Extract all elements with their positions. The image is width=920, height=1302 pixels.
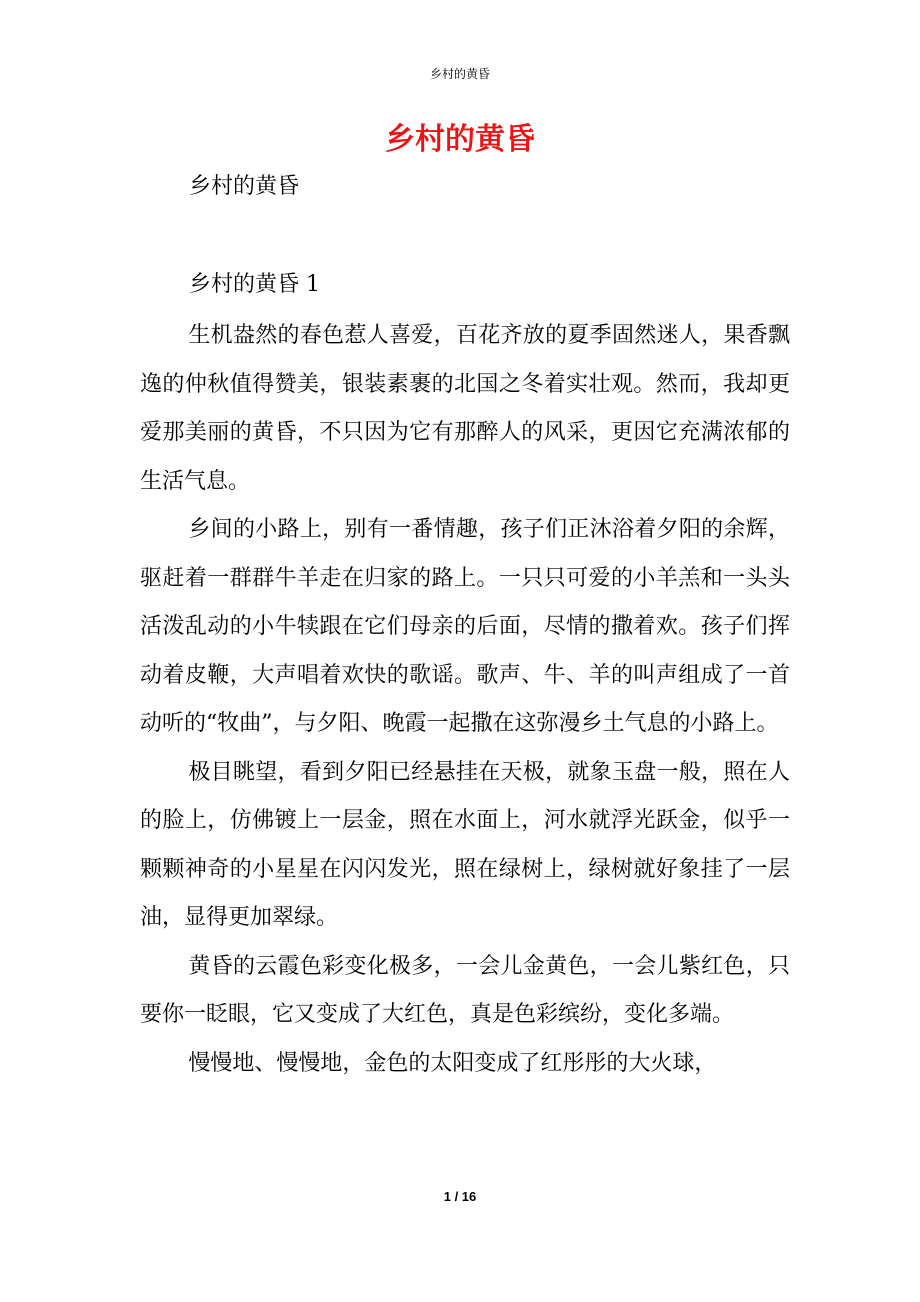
section-heading: 乡村的黄昏 1 [189, 272, 320, 297]
page-number: 1 / 16 [443, 1189, 477, 1204]
body-text [140, 312, 790, 1088]
paragraph: 乡间的小路上，别有一番情趣，孩子们正沐浴着夕阳的余辉，驱赶着一群群牛羊走在归家的路上。一只只可爱的小羊羔和一头头活泼乱动的小牛犊跟在它们母亲的后面，尽情的撒着欢。孩子们挥动着皮鞭，大声唱着欢快的歌谣。歌声、牛、羊的叫声组成了一首动听的“牧曲”，与夕阳、晚霞一起撒在这弥漫乡土气息的小路上。 [140, 517, 790, 736]
document-title: 乡村的黄昏 [385, 122, 535, 157]
paragraph: 极目眺望，看到夕阳已经悬挂在天极，就象玉盘一般，照在人的脸上，仿佛镀上一层金，照在水面上，河水就浮光跃金，似乎一颗颗神奇的小星星在闪闪发光，照在绿树上，绿树就好象挂了一层油，显得更加翠绿。 [140, 759, 790, 930]
paragraph: 生机盎然的春色惹人喜爱，百花齐放的夏季固然迷人，果香飘逸的仲秋值得赞美，银装素裹的北国之冬着实壮观。然而，我却更爱那美丽的黄昏，不只因为它有那醉人的风采，更因它充满浓郁的生活气息。 [140, 323, 790, 494]
running-header: 乡村的黄昏 [429, 67, 490, 81]
paragraph: 慢慢地、慢慢地，金色的太阳变成了红彤彤的大火球， [188, 1050, 717, 1076]
paragraph: 黄昏的云霞色彩变化极多，一会儿金黄色，一会儿紫红色，只要你一眨眼，它又变成了大红色，真是色彩缤纷，变化多端。 [140, 953, 790, 1027]
document-subtitle: 乡村的黄昏 [189, 174, 300, 199]
